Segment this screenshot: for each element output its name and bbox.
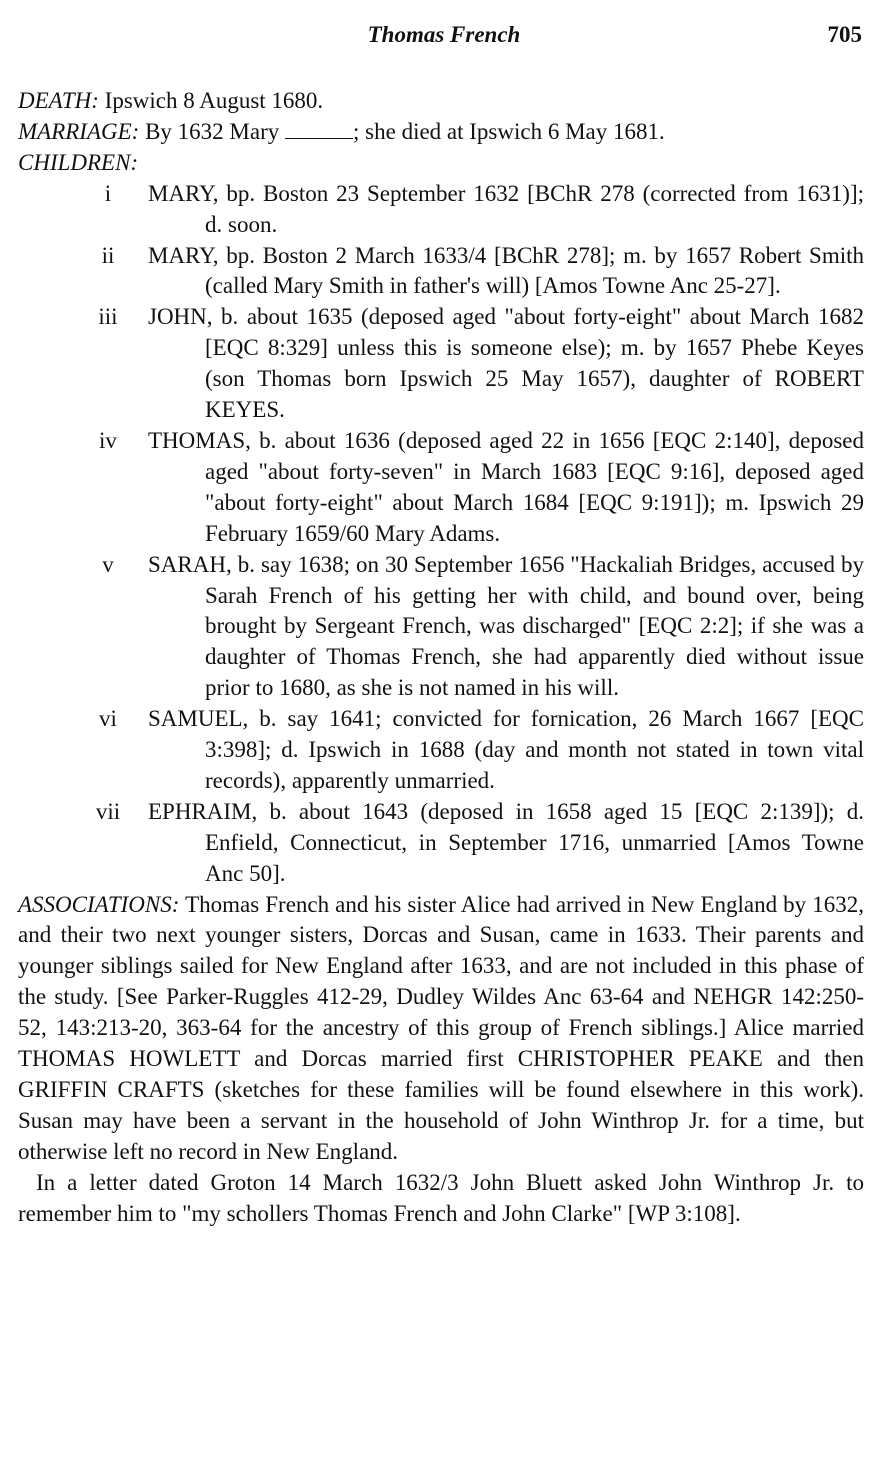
page-number: 705 (827, 22, 862, 47)
child-text: THOMAS, b. about 1636 (deposed aged 22 in 1656 [EQC 2:140], deposed aged "about forty-seven" in March 1683 [EQC 9:16], deposed aged "about forty-eight" about March 1684 [EQC 9:191]); m. Ipswich 29 February 1659/60 Mary Adams. (148, 427, 864, 546)
child-numeral: iv (99, 427, 117, 453)
child-entry (18, 797, 864, 890)
marriage-text-before: By 1632 Mary (145, 118, 280, 144)
child-entry (18, 179, 864, 241)
death-text: Ipswich 8 August 1680. (104, 88, 324, 113)
child-text: JOHN, b. about 1635 (deposed aged "about forty-eight" about March 1682 [EQC 8:329] unless this is someone else); m. by 1657 Phebe Keyes (son Thomas born Ipswich 25 May 1657), daughter of ROBERT KEYES. (148, 304, 864, 423)
child-text: MARY, bp. Boston 2 March 1633/4 [BChR 278]; m. by 1657 Robert Smith (called Mary Smith in father's will) [Amos Towne Anc 25-27]. (148, 242, 864, 299)
death-label: DEATH: (18, 88, 99, 113)
marriage-label: MARRIAGE: (18, 118, 140, 144)
child-entry (18, 241, 864, 303)
associations-paragraph (18, 890, 864, 1168)
child-numeral: v (102, 551, 114, 577)
death-line (18, 86, 864, 117)
child-text: SAMUEL, b. say 1641; convicted for fornication, 26 March 1667 [EQC 3:398]; d. Ipswich in 1688 (day and month not stated in town vital records), apparently unmarried. (148, 706, 864, 793)
child-entry (18, 704, 864, 797)
child-numeral: iii (98, 304, 118, 330)
child-numeral: vi (99, 706, 117, 732)
child-numeral: i (104, 180, 112, 206)
letter-paragraph: In a letter dated Groton 14 March 1632/3 John Bluett asked John Winthrop Jr. to remember him to "my schollers Thomas French and John Clarke" [WP 3:108]. (18, 1169, 864, 1226)
associations-text: Thomas French and his sister Alice had arrived in New England by 1632, and their two next younger sisters, Dorcas and Susan, came in 1633. Their parents and younger siblings sailed for New England after 1633, and are not included in this phase of the study. [See Parker-Ruggles 412-29, Dudley Wildes Anc 63-64 and NEHGR 142:250-52, 143:213-20, 363-64 for the ancestry of this group of French siblings.] Alice married THOMAS HOWLETT and Dorcas married first CHRISTOPHER PEAKE and then GRIFFIN CRAFTS (sketches for these families will be found elsewhere in this work). Susan may have been a servant in the household of John Winthrop Jr. for a time, but otherwise left no record in New England. (18, 891, 864, 1164)
child-text: EPHRAIM, b. about 1643 (deposed in 1658 aged 15 [EQC 2:139]); d. Enfield, Connecticut, in September 1716, unmarried [Amos Towne Anc 50]. (148, 798, 864, 886)
associations-label: ASSOCIATIONS: (18, 891, 180, 917)
running-title: Thomas French (367, 22, 521, 47)
child-numeral: ii (101, 242, 115, 268)
child-text: MARY, bp. Boston 23 September 1632 [BChR 278 (corrected from 1631)]; d. soon. (148, 180, 864, 237)
marriage-line (18, 117, 864, 148)
child-numeral: vii (95, 798, 121, 824)
name-blank (285, 120, 353, 139)
child-text: SARAH, b. say 1638; on 30 September 1656 "Hackaliah Bridges, accused by Sarah French of his getting her with child, and bound over, being brought by Sergeant French, was discharged" [EQC 2:2]; if she was a daughter of Thomas French, she had apparently died without issue prior to 1680, as she is not named in his will. (148, 551, 864, 701)
marriage-text-after: ; she died at Ipswich 6 May 1681. (353, 118, 665, 144)
page-content (18, 86, 864, 1230)
child-entry (18, 302, 864, 426)
children-heading: CHILDREN: (18, 149, 139, 175)
child-entry (18, 550, 864, 705)
child-entry (18, 426, 864, 550)
